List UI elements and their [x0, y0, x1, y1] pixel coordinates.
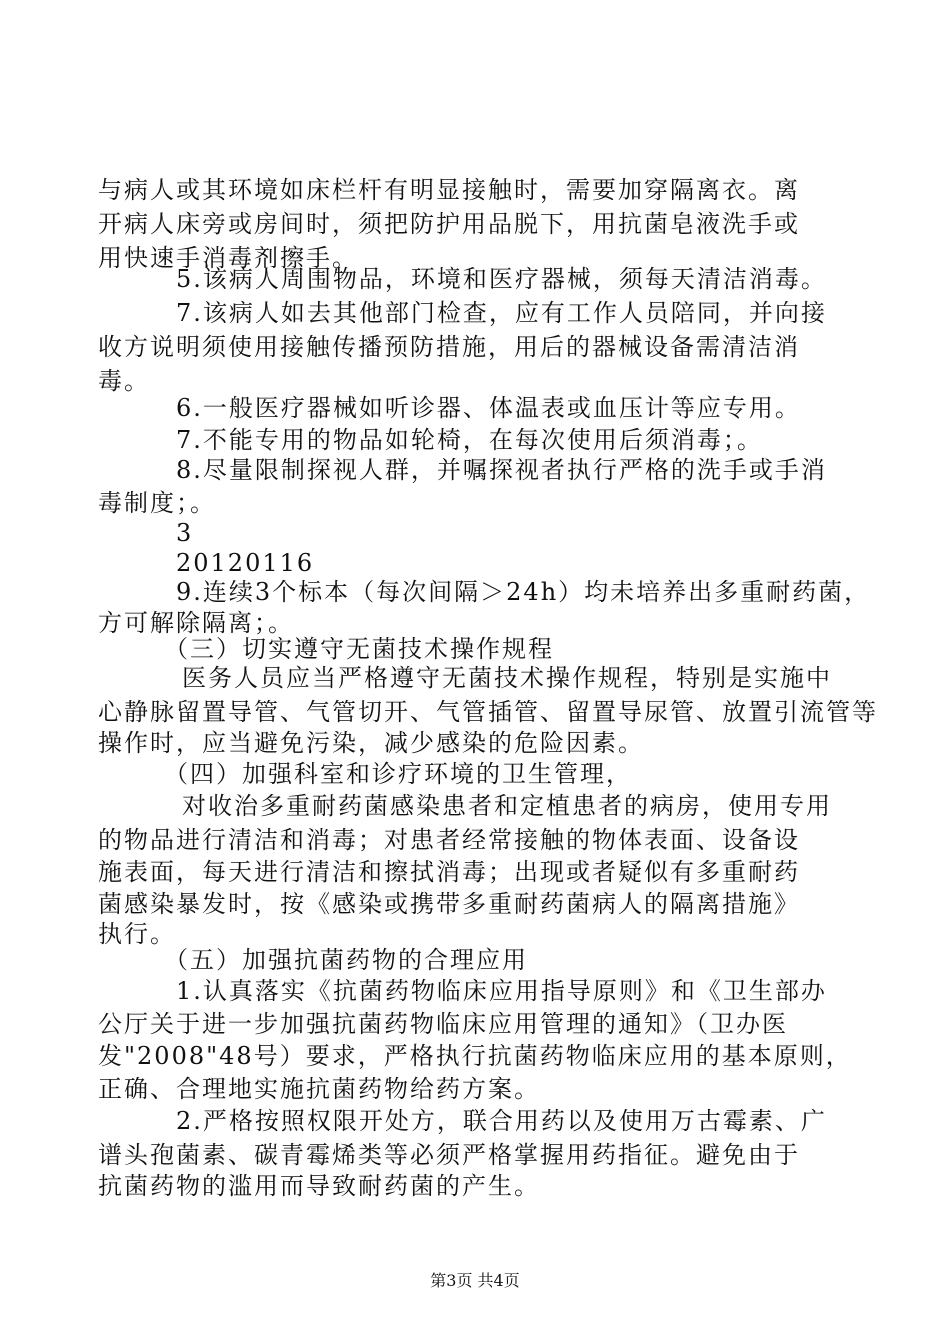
text-line: 收方说明须使用接触传播预防措施，用后的器械设备需清洁消 [98, 333, 800, 361]
text-line: 公厅关于进一步加强抗菌药物临床应用管理的通知》（卫办医 [98, 1010, 788, 1038]
text-line: 正确、合理地实施抗菌药物给药方案。 [98, 1075, 540, 1103]
text-line: 毒。 [98, 367, 150, 395]
text-line: 3 [176, 519, 194, 547]
text-line: 施表面，每天进行清洁和擦拭消毒；出现或者疑似有多重耐药 [98, 858, 800, 886]
text-line: 2.严格按照权限开处方，联合用药以及使用万古霉素、广 [176, 1107, 827, 1135]
text-line: 发"2008"48号）要求，严格执行抗菌药物临床应用的基本原则， [98, 1042, 852, 1070]
text-line: 7.不能专用的物品如轮椅，在每次使用后须消毒；。 [176, 426, 763, 454]
section-heading: （三）切实遵守无菌技术操作规程 [164, 635, 554, 663]
text-line: 操作时，应当避免污染，减少感染的危险因素。 [98, 729, 644, 757]
text-line: 8.尽量限制探视人群，并嘱探视者执行严格的洗手或手消 [176, 456, 827, 484]
text-line: 方可解除隔离；。 [98, 609, 294, 637]
text-line: 心静脉留置导管、气管切开、气管插管、留置导尿管、放置引流管等 [98, 698, 878, 726]
text-line: 菌感染暴发时，按《感染或携带多重耐药菌病人的隔离措施》 [98, 890, 800, 918]
text-line: 5.该病人周围物品，环境和医疗器械，须每天清洁消毒。 [176, 265, 827, 293]
text-line: 抗菌药物的滥用而导致耐药菌的产生。 [98, 1172, 540, 1200]
text-line: 用快速手消毒剂擦手。 [98, 244, 358, 272]
text-line: 对收治多重耐药菌感染患者和定植患者的病房，使用专用 [182, 792, 832, 820]
text-line: 7.该病人如去其他部门检查，应有工作人员陪同，并向接 [176, 299, 827, 327]
text-line: 谱头孢菌素、碳青霉烯类等必须严格掌握用药指征。避免由于 [98, 1141, 800, 1169]
text-line: 20120116 [176, 549, 315, 577]
text-line: 1.认真落实《抗菌药物临床应用指导原则》和《卫生部办 [176, 977, 827, 1005]
text-line: 9.连续3个标本（每次间隔＞24h）均未培养出多重耐药菌， [176, 578, 871, 606]
text-line: 开病人床旁或房间时，须把防护用品脱下，用抗菌皂液洗手或 [98, 210, 800, 238]
text-line: 毒制度；。 [98, 489, 216, 517]
section-heading: （五）加强抗菌药物的合理应用 [164, 946, 528, 974]
text-line: 6.一般医疗器械如听诊器、体温表或血压计等应专用。 [176, 394, 801, 422]
text-line: 的物品进行清洁和消毒；对患者经常接触的物体表面、设备设 [98, 826, 800, 854]
page-footer: 第3页 共4页 [430, 1271, 520, 1290]
section-heading: （四）加强科室和诊疗环境的卫生管理， [164, 760, 632, 788]
text-line: 与病人或其环境如床栏杆有明显接触时，需要加穿隔离衣。离 [98, 176, 800, 204]
text-line: 执行。 [98, 920, 176, 948]
text-line: 医务人员应当严格遵守无菌技术操作规程，特别是实施中 [182, 664, 832, 692]
